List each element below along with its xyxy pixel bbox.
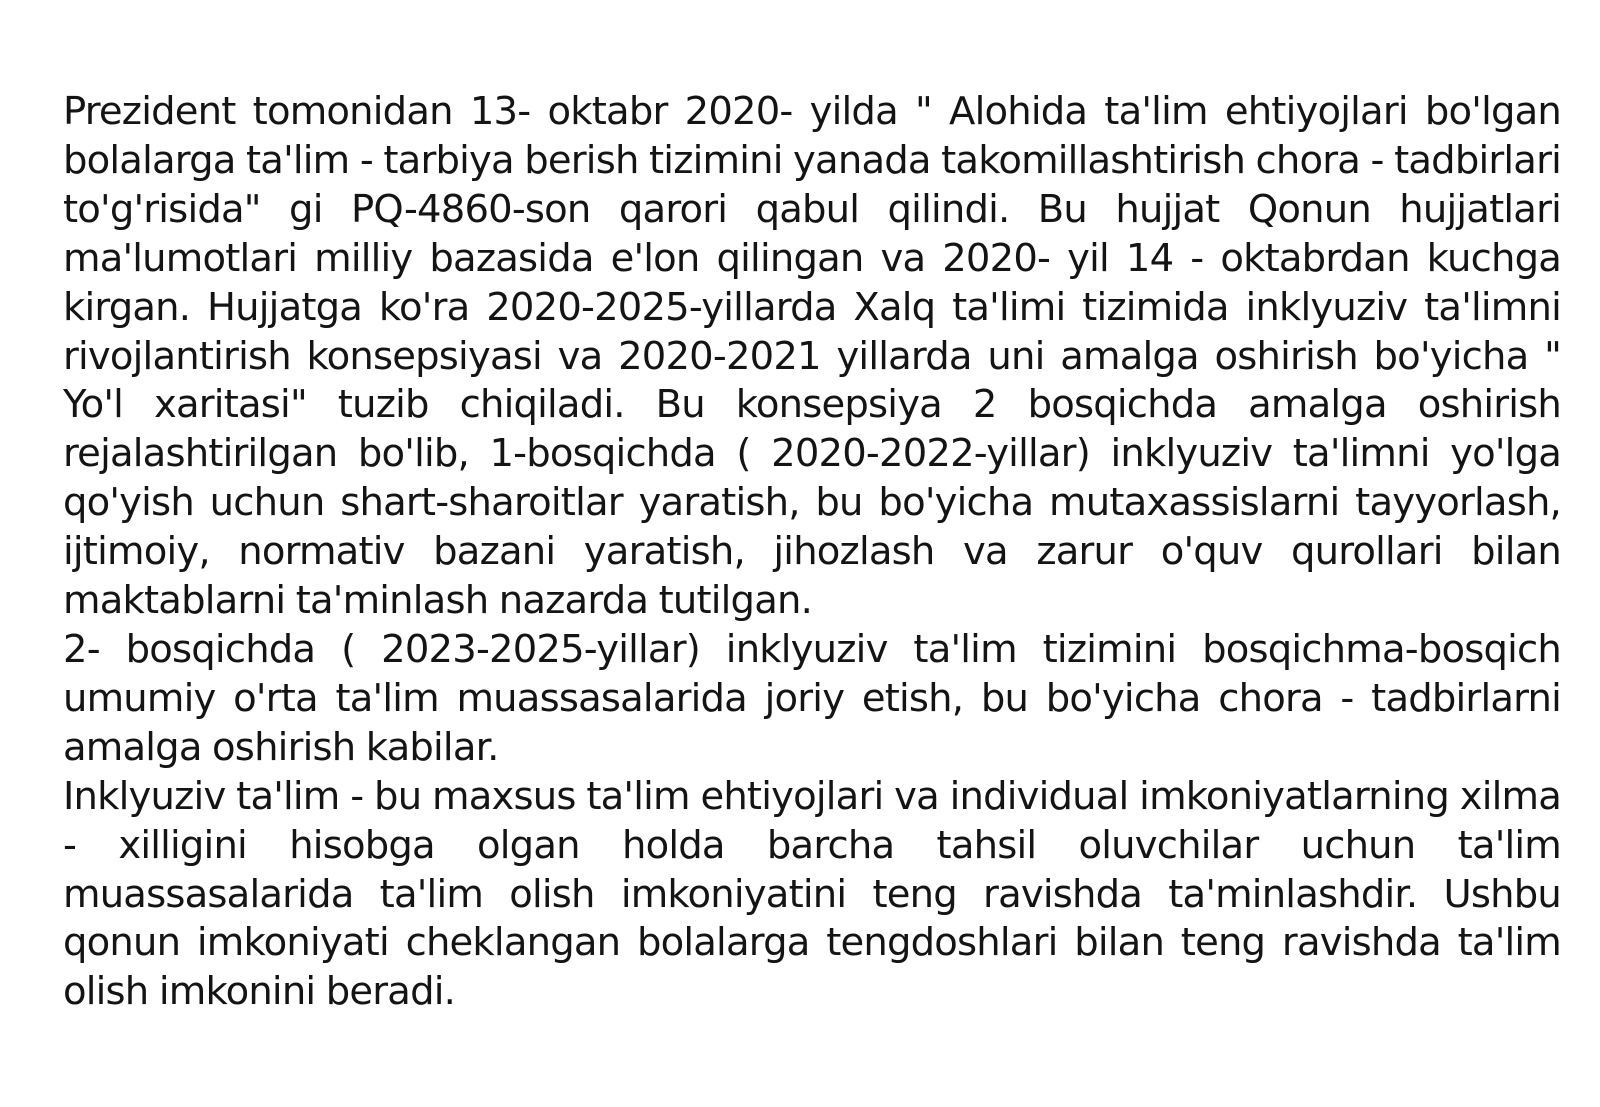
document-page [63, 88, 1561, 1017]
paragraph-inclusive-definition: Inklyuziv ta'lim - bu maxsus ta'lim ehtiyojlari va individual imkoniyatlarning xilma - xilligini hisobga olgan holda barcha tahsil oluvchilar uchun ta'lim muassasalarida ta'lim olish imkoniyatini teng ravishda ta'minlashdir. Ushbu qonun imkoniyati cheklangan bolalarga tengdoshlari bilan teng ravishda ta'lim olish imkonini beradi. [63, 773, 1561, 1015]
paragraph-decree: Prezident tomonidan 13- oktabr 2020- yilda " Alohida ta'lim ehtiyojlari bo'lgan bolalarga ta'lim - tarbiya berish tizimini yanada takomillashtirish chora - tadbirlari to'g'risida" gi PQ-4860-son qarori qabul qilindi. Bu hujjat Qonun hujjatlari ma'lumotlari milliy bazasida e'lon qilingan va 2020- yil 14 - oktabrdan kuchga kirgan. Hujjatga ko'ra 2020-2025-yillarda Xalq ta'limi tizimida inklyuziv ta'limni rivojlantirish konsepsiyasi va 2020-2021 yillarda uni amalga oshirish bo'yicha " Yo'l xaritasi" tuzib chiqiladi. Bu konsepsiya 2 bosqichda amalga oshirish rejalashtirilgan bo'lib, 1-bosqichda ( 2020-2022-yillar) inklyuziv ta'limni yo'lga qo'yish uchun shart-sharoitlar yaratish, bu bo'yicha mutaxassislarni tayyorlash, ijtimoiy, normativ bazani yaratish, jihozlash va zarur o'quv qurollari bilan maktablarni ta'minlash nazarda tutilgan. [63, 89, 1561, 624]
paragraph-stage-two: 2- bosqichda ( 2023-2025-yillar) inklyuziv ta'lim tizimini bosqichma-bosqich umumiy o'rta ta'lim muassasalarida joriy etish, bu bo'yicha chora - tadbirlarni amalga oshirish kabilar. [63, 626, 1561, 770]
